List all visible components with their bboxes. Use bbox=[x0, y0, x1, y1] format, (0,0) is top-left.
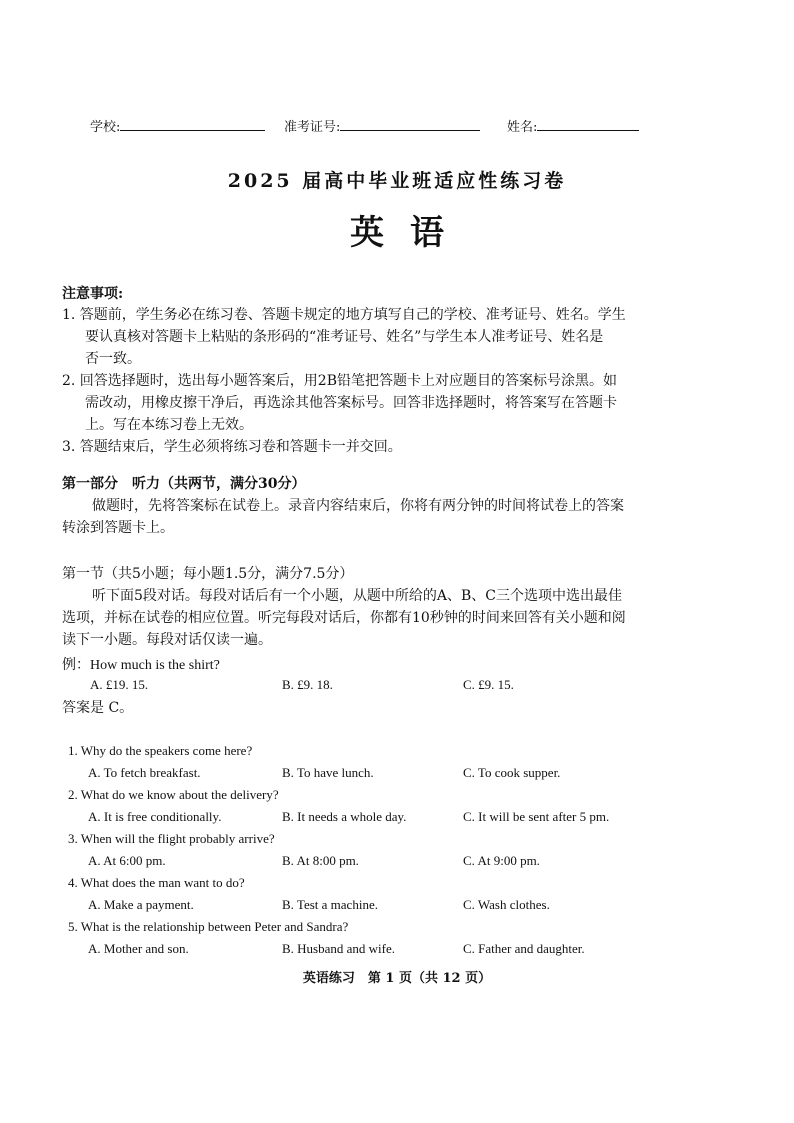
notice-item-1-line-2: 要认真核对答题卡上粘贴的条形码的“准考证号、姓名”与学生本人准考证号、姓名是 bbox=[85, 329, 604, 345]
question-4-option-a[interactable]: A. Make a payment. bbox=[88, 897, 194, 912]
exam-title: 2025 届高中毕业班适应性练习卷 bbox=[227, 170, 567, 192]
question-5-option-b[interactable]: B. Husband and wife. bbox=[282, 941, 396, 956]
question-4-option-c[interactable]: C. Wash clothes. bbox=[463, 897, 550, 912]
question-1-option-b[interactable]: B. To have lunch. bbox=[282, 765, 374, 780]
notice-heading: 注意事项: bbox=[62, 286, 124, 302]
question-2-option-b[interactable]: B. It needs a whole day. bbox=[282, 809, 407, 824]
notice-item-1-line-3: 否一致。 bbox=[85, 351, 141, 367]
question-3: 3. When will the flight probably arrive? bbox=[68, 831, 275, 846]
exam-number-label: 准考证号: bbox=[284, 120, 341, 135]
example-question: 例：How much is the shirt? bbox=[62, 658, 220, 673]
example-answer: 答案是 C。 bbox=[62, 700, 134, 716]
part1-intro-line-2: 转涂到答题卡上。 bbox=[62, 520, 174, 536]
section1-intro-line-2: 选项，并标在试卷的相应位置。听完每段对话后，你都有10秒钟的时间来回答有关小题和阅 bbox=[62, 610, 626, 626]
example-option-c[interactable]: C. £9. 15. bbox=[463, 677, 514, 692]
question-3-option-c[interactable]: C. At 9:00 pm. bbox=[463, 853, 540, 868]
question-1-option-c[interactable]: C. To cook supper. bbox=[463, 765, 561, 780]
example-option-a[interactable]: A. £19. 15. bbox=[90, 677, 149, 692]
question-1-option-a[interactable]: A. To fetch breakfast. bbox=[88, 765, 201, 780]
question-4-option-b[interactable]: B. Test a machine. bbox=[282, 897, 378, 912]
question-5-option-a[interactable]: A. Mother and son. bbox=[88, 941, 189, 956]
school-label: 学校: bbox=[90, 120, 121, 135]
question-4: 4. What does the man want to do? bbox=[68, 875, 245, 890]
part1-intro-line-1: 做题时，先将答案标在试卷上。录音内容结束后，你将有两分钟的时间将试卷上的答案 bbox=[92, 498, 624, 514]
question-2-option-c[interactable]: C. It will be sent after 5 pm. bbox=[463, 809, 610, 824]
section1-intro-line-1: 听下面5段对话。每段对话后有一个小题，从题中所给的A、B、C三个选项中选出最佳 bbox=[92, 588, 623, 604]
school-field bbox=[90, 116, 265, 135]
school-blank[interactable] bbox=[120, 117, 265, 131]
question-5-option-c[interactable]: C. Father and daughter. bbox=[463, 941, 585, 956]
question-3-option-b[interactable]: B. At 8:00 pm. bbox=[282, 853, 359, 868]
question-2-option-a[interactable]: A. It is free conditionally. bbox=[88, 809, 222, 824]
name-field bbox=[507, 116, 639, 135]
notice-item-2-line-2: 需改动，用橡皮擦干净后，再选涂其他答案标号。回答非选择题时，将答案写在答题卡 bbox=[85, 395, 617, 411]
exam-number-blank[interactable] bbox=[340, 117, 480, 131]
notice-item-2-line-1: 2. 回答选择题时，选出每小题答案后，用2B铅笔把答题卡上对应题目的答案标号涂黑。如 bbox=[62, 373, 618, 389]
page-footer: 英语练习 第 1 页（共 12 页） bbox=[302, 971, 492, 986]
question-3-option-a[interactable]: A. At 6:00 pm. bbox=[88, 853, 166, 868]
subject-title: 英语 bbox=[350, 213, 470, 253]
notice-item-2-line-3: 上。写在本练习卷上无效。 bbox=[85, 417, 253, 433]
section1-heading: 第一节（共5小题；每小题1.5分，满分7.5分） bbox=[62, 566, 354, 582]
question-1: 1. Why do the speakers come here? bbox=[68, 743, 253, 758]
example-option-b[interactable]: B. £9. 18. bbox=[282, 677, 333, 692]
name-blank[interactable] bbox=[537, 117, 639, 131]
name-label: 姓名: bbox=[507, 120, 538, 135]
question-5: 5. What is the relationship between Peter and Sandra? bbox=[68, 919, 349, 934]
section1-intro-line-3: 读下一小题。每段对话仅读一遍。 bbox=[62, 632, 272, 648]
notice-item-1-line-1: 1. 答题前，学生务必在练习卷、答题卡规定的地方填写自己的学校、准考证号、姓名。学生 bbox=[62, 307, 626, 323]
exam-number-field bbox=[284, 116, 480, 135]
question-2: 2. What do we know about the delivery? bbox=[68, 787, 279, 802]
notice-item-3-line-1: 3. 答题结束后，学生必须将练习卷和答题卡一并交回。 bbox=[62, 439, 402, 455]
part1-heading: 第一部分 听力（共两节，满分30分） bbox=[62, 476, 306, 492]
